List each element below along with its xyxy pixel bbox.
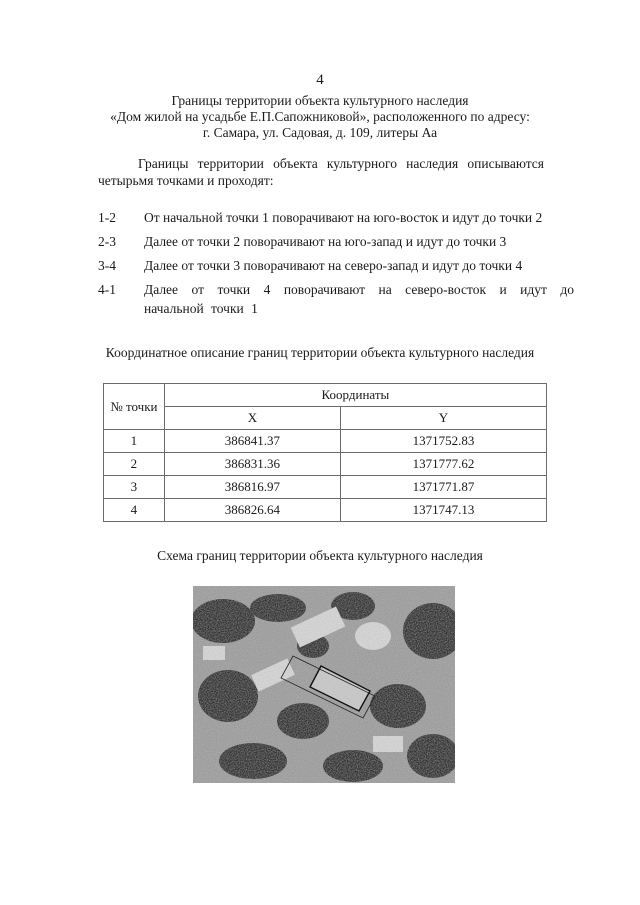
boundary-scheme-map [193, 586, 455, 783]
segment-2-3 [98, 232, 574, 251]
header-y: Y [340, 407, 546, 430]
cell-x: 386826.64 [164, 499, 340, 522]
segment-text: От начальной точки 1 поворачивают на юго-восток и идут до точки 2 [144, 210, 543, 225]
scheme-caption: Схема границ территории объекта культурного наследия [157, 548, 483, 563]
cell-x: 386841.37 [164, 430, 340, 453]
cell-point: 1 [104, 430, 165, 453]
coordinates-caption: Координатное описание границ территории объекта культурного наследия [105, 345, 535, 360]
segment-text: Далее от точки 4 поворачивают на северо-восток и идут до начальной точки 1 [144, 282, 574, 316]
cell-y: 1371771.87 [340, 476, 546, 499]
aerial-map-image [193, 586, 455, 783]
cell-point: 4 [104, 499, 165, 522]
title-line-2: «Дом жилой на усадьбе Е.П.Сапожниковой», расположенного по адресу: [110, 109, 530, 124]
cell-x: 386816.97 [164, 476, 340, 499]
cell-point: 2 [104, 453, 165, 476]
segment-1-2 [98, 208, 574, 227]
segment-3-4 [98, 256, 574, 275]
segment-text: Далее от точки 2 поворачивают на юго-запад и идут до точки 3 [144, 234, 507, 249]
cell-y: 1371777.62 [340, 453, 546, 476]
table-row [104, 453, 547, 476]
cell-point: 3 [104, 476, 165, 499]
page-number: 4 [316, 72, 324, 88]
cell-x: 386831.36 [164, 453, 340, 476]
header-coordinates: Координаты [164, 384, 546, 407]
header-x: X [164, 407, 340, 430]
segment-code: 4-1 [98, 282, 116, 297]
header-point-number: № точки [104, 384, 165, 430]
cell-y: 1371752.83 [340, 430, 546, 453]
cell-y: 1371747.13 [340, 499, 546, 522]
intro-paragraph: Границы территории объекта культурного наследия описываются четырьмя точками и проходят: [98, 156, 544, 188]
segment-code: 2-3 [98, 234, 116, 249]
table-row [104, 476, 547, 499]
segment-code: 3-4 [98, 258, 116, 273]
title-line-1: Границы территории объекта культурного наследия [171, 93, 469, 108]
document-title [0, 93, 640, 141]
coordinates-table [103, 383, 547, 522]
segment-text: Далее от точки 3 поворачивают на северо-запад и идут до точки 4 [144, 258, 523, 273]
segment-code: 1-2 [98, 210, 116, 225]
table-row [104, 499, 547, 522]
title-line-3: г. Самара, ул. Садовая, д. 109, литеры Аа [202, 125, 438, 140]
segment-4-1 [98, 280, 574, 318]
table-row [104, 430, 547, 453]
